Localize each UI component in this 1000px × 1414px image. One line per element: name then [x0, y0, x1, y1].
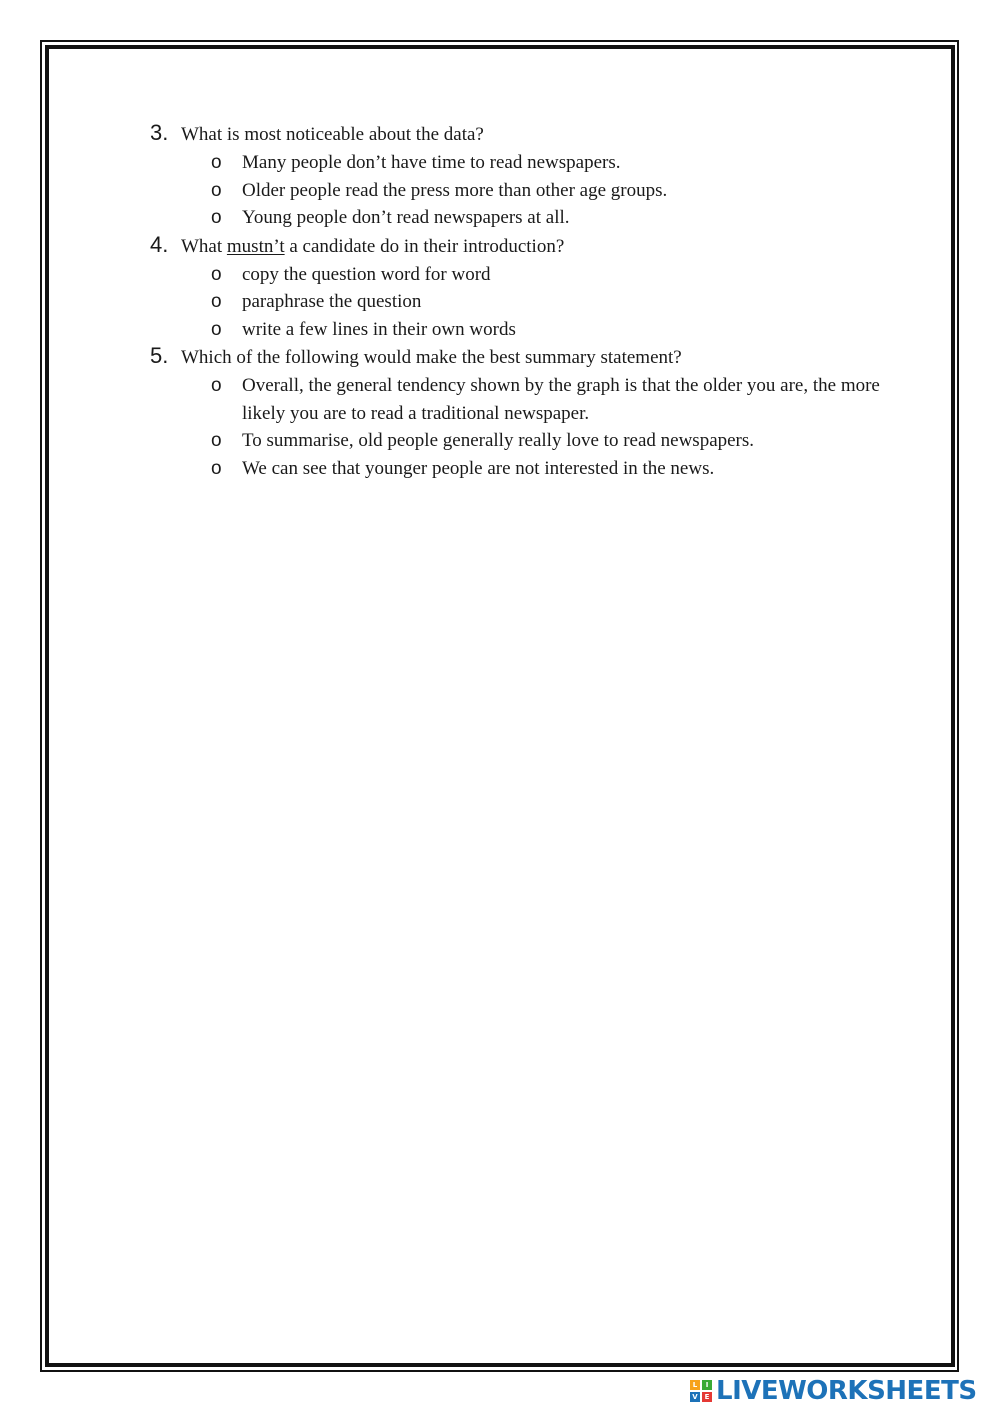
bullet-icon: o: [211, 291, 222, 312]
option-list: [150, 261, 880, 344]
option-item[interactable]: [150, 372, 880, 427]
option-item[interactable]: [150, 288, 880, 316]
option-list: [150, 149, 880, 232]
question-number: 4.: [150, 231, 169, 257]
option-text: Many people don’t have time to read newspapers.: [242, 152, 621, 173]
option-text: We can see that younger people are not interested in the news.: [242, 457, 715, 479]
option-text: Young people don’t read newspapers at all.: [242, 207, 570, 228]
liveworksheets-logo[interactable]: [690, 1376, 977, 1406]
question-4: [150, 232, 880, 344]
question-text: What is most noticeable about the data?: [181, 124, 484, 145]
option-item[interactable]: [150, 455, 880, 483]
option-item[interactable]: [150, 149, 880, 177]
bullet-icon: o: [211, 430, 222, 451]
question-5: [150, 343, 880, 482]
option-text: Overall, the general tendency shown by the graph is that the older you are, the more likely you are to read a traditional newspaper.: [242, 375, 880, 424]
option-list: [150, 372, 880, 482]
bullet-icon: o: [211, 318, 222, 340]
logo-text: LIVEWORKSHEETS: [716, 1376, 977, 1406]
option-text: copy the question word for word: [242, 263, 491, 285]
bullet-icon: o: [211, 207, 222, 228]
bullet-icon: o: [211, 375, 222, 396]
logo-mark-letter: L: [690, 1380, 700, 1390]
bullet-icon: o: [211, 179, 222, 201]
bullet-icon: o: [211, 152, 222, 173]
logo-mark-icon: [690, 1380, 712, 1402]
bullet-icon: o: [211, 263, 222, 285]
logo-mark-letter: I: [702, 1380, 712, 1390]
question-number: 5.: [150, 343, 169, 368]
question-list: [150, 120, 880, 482]
logo-mark-letter: V: [690, 1392, 700, 1402]
option-item[interactable]: [150, 177, 880, 205]
option-text: write a few lines in their own words: [242, 318, 516, 340]
option-text: Older people read the press more than other age groups.: [242, 179, 668, 201]
option-item[interactable]: [150, 316, 880, 344]
option-item[interactable]: [150, 204, 880, 232]
question-number: 3.: [150, 120, 169, 145]
option-item[interactable]: [150, 261, 880, 289]
option-item[interactable]: [150, 427, 880, 455]
question-text: What mustn’t a candidate do in their introduction?: [181, 235, 565, 257]
option-text: To summarise, old people generally really love to read newspapers.: [242, 430, 755, 451]
option-text: paraphrase the question: [242, 291, 422, 312]
question-text: Which of the following would make the best summary statement?: [181, 347, 682, 368]
question-3: [150, 120, 880, 232]
bullet-icon: o: [211, 457, 222, 479]
logo-mark-letter: E: [702, 1392, 712, 1402]
